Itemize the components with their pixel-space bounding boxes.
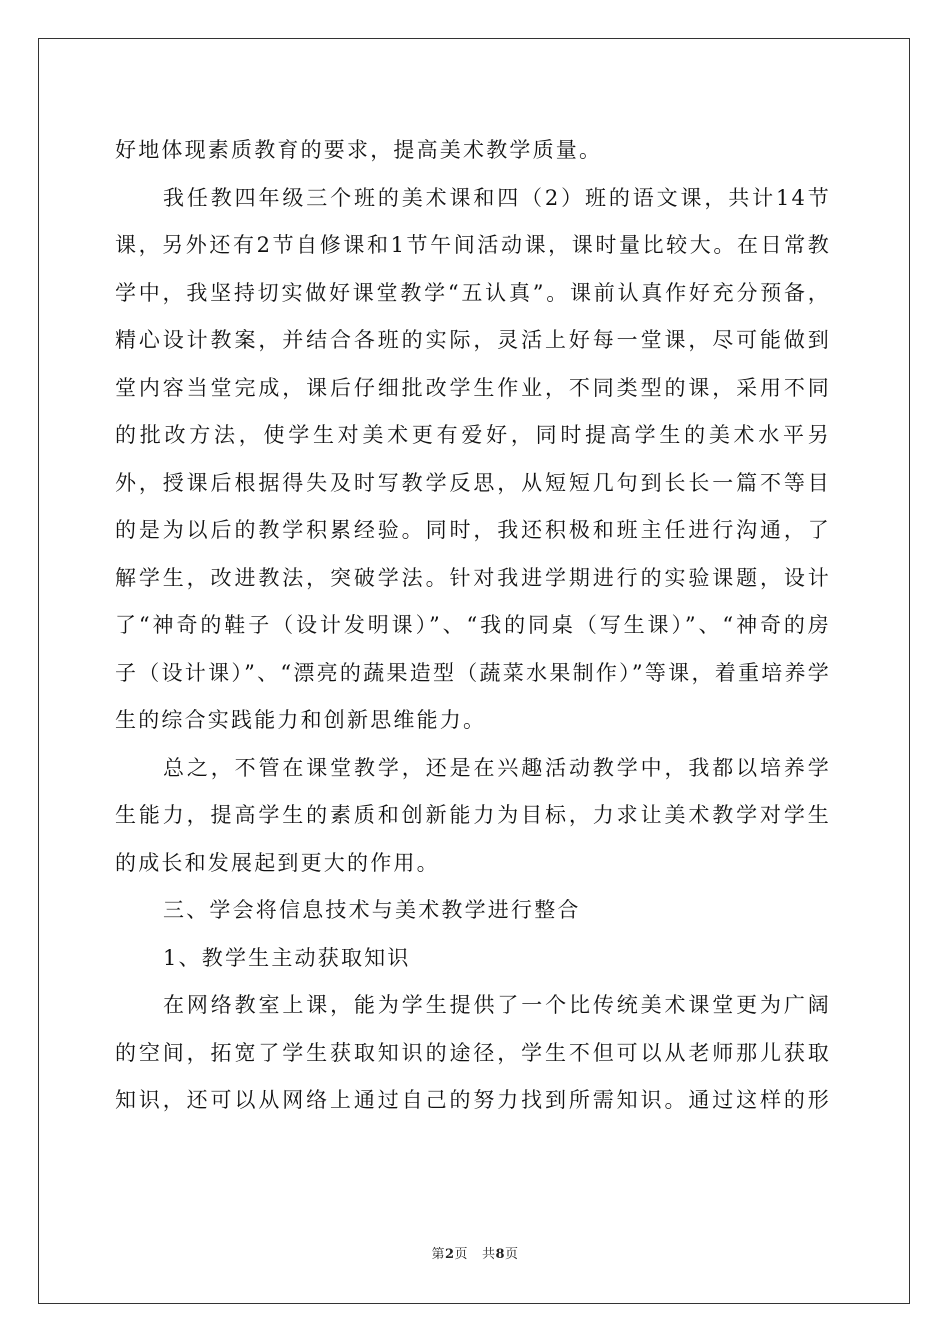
total-pages: 8: [495, 1247, 506, 1262]
total-suffix: 页: [505, 1247, 519, 1262]
paragraph-network-classroom: 在网络教室上课，能为学生提供了一个比传统美术课堂更为广阔的空间，拓宽了学生获取知识的途径，学生不但可以从老师那儿获取知识，还可以从网络上通过自己的努力找到所需知识。通过这样的形: [115, 993, 831, 1112]
paragraph-continuation: 好地体现素质教育的要求，提高美术教学质量。: [115, 138, 603, 162]
total-prefix: 共: [481, 1247, 496, 1262]
paragraph-summary: 总之，不管在课堂教学，还是在兴趣活动教学中，我都以培养学生能力，提高学生的素质和创新能力为目标，力求让美术教学对学生的成长和发展起到更大的作用。: [115, 755, 831, 875]
page-number: 2: [444, 1247, 455, 1262]
page-prefix: 第: [431, 1247, 445, 1262]
document-body: [115, 127, 831, 1125]
page-footer: [0, 1243, 950, 1262]
subsection-heading-1: 1、教学生主动获取知识: [163, 945, 411, 970]
section-heading-3: 三、学会将信息技术与美术教学进行整合: [163, 898, 581, 922]
page-suffix: 页: [454, 1247, 469, 1262]
paragraph-teaching-work: 我任教四年级三个班的美术课和四（2）班的语文课，共计14节课，另外还有2节自修课和1节午间活动课，课时量比较大。在日常教学中，我坚持切实做好课堂教学“五认真”。课前认真作好充分预备，精心设计教案，并结合各班的实际，灵活上好每一堂课，尽可能做到堂内容当堂完成，课后仔细批改学生作业，不同类型的课，采用不同的批改方法，使学生对美术更有爱好，同时提高学生的美术水平另外，授课后根据得失及时写教学反思，从短短几句到长长一篇不等目的是为以后的教学积累经验。同时，我还积极和班主任进行沟通，了解学生，改进教法，突破学法。针对我进学期进行的实验课题，设计了“神奇的鞋子（设计发明课）”、“我的同桌（写生课）”、“神奇的房子（设计课）”、“漂亮的蔬果造型（蔬菜水果制作）”等课，着重培养学生的综合实践能力和创新思维能力。: [115, 185, 831, 732]
